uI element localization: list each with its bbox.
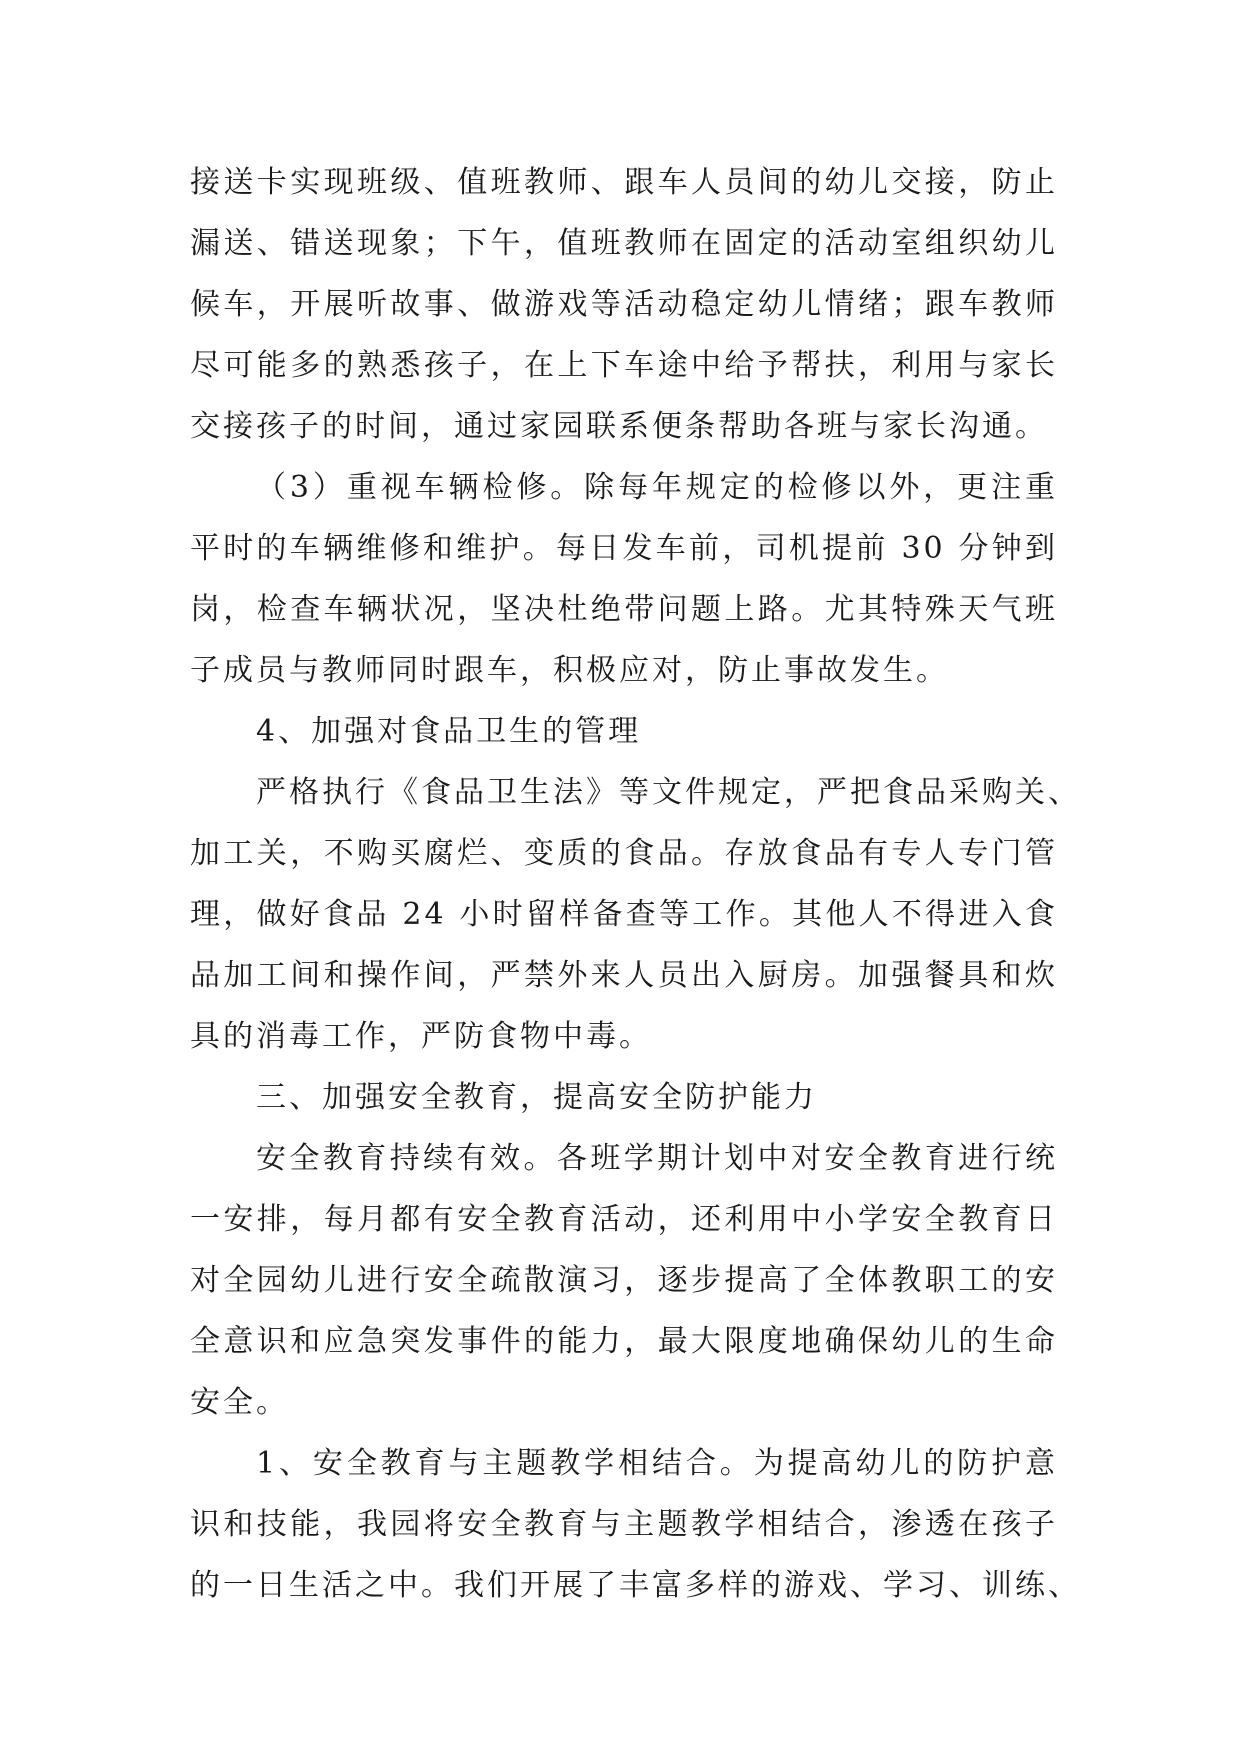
text-line: （3）重视车辆检修。除每年规定的检修以外，更注重 <box>256 470 1058 505</box>
text-line: 子成员与教师同时跟车，积极应对，防止事故发生。 <box>190 653 949 688</box>
text-line: 安全。 <box>190 1385 289 1420</box>
paragraph-theme-teaching <box>190 1433 1081 1616</box>
text-line: 尽可能多的熟悉孩子，在上下车途中给予帮扶，利用与家长 <box>190 348 1058 383</box>
text-line: 岗，检查车辆状况，坚决杜绝带问题上路。尤其特殊天气班 <box>190 592 1058 627</box>
text-line: 的一日生活之中。我们开展了丰富多样的游戏、学习、训练、 <box>190 1568 1081 1603</box>
text-line: 加工关，不购买腐烂、变质的食品。存放食品有专人专门管 <box>190 836 1058 871</box>
text-line: 三、加强安全教育，提高安全防护能力 <box>256 1080 817 1115</box>
text-line: 品加工间和操作间，严禁外来人员出入厨房。加强餐具和炊 <box>190 958 1058 993</box>
paragraph-escort-handover <box>190 152 1058 457</box>
document-body <box>190 152 1081 1616</box>
text-line: 安全教育持续有效。各班学期计划中对安全教育进行统 <box>256 1141 1058 1176</box>
text-line: 候车，开展听故事、做游戏等活动稳定幼儿情绪；跟车教师 <box>190 287 1058 322</box>
text-line: 接送卡实现班级、值班教师、跟车人员间的幼儿交接，防止 <box>190 165 1058 200</box>
paragraph-vehicle-maintenance <box>190 457 1058 701</box>
text-line: 具的消毒工作，严防食物中毒。 <box>190 1019 652 1054</box>
text-line: 4、加强对食品卫生的管理 <box>256 714 642 749</box>
heading-food-hygiene <box>190 701 1058 762</box>
text-line: 1、安全教育与主题教学相结合。为提高幼儿的防护意 <box>256 1446 1058 1481</box>
paragraph-food-hygiene <box>190 762 1081 1067</box>
text-line: 严格执行《食品卫生法》等文件规定，严把食品采购关、 <box>256 775 1081 810</box>
text-line: 一安排，每月都有安全教育活动，还利用中小学安全教育日 <box>190 1202 1058 1237</box>
text-line: 漏送、错送现象；下午，值班教师在固定的活动室组织幼儿 <box>190 226 1058 261</box>
text-line: 平时的车辆维修和维护。每日发车前，司机提前 30 分钟到 <box>190 531 1058 566</box>
text-line: 理，做好食品 24 小时留样备查等工作。其他人不得进入食 <box>190 897 1058 932</box>
text-line: 识和技能，我园将安全教育与主题教学相结合，渗透在孩子 <box>190 1507 1058 1542</box>
paragraph-safety-education <box>190 1128 1058 1433</box>
text-line: 全意识和应急突发事件的能力，最大限度地确保幼儿的生命 <box>190 1324 1058 1359</box>
heading-safety-education <box>190 1067 1058 1128</box>
text-line: 交接孩子的时间，通过家园联系便条帮助各班与家长沟通。 <box>190 409 1048 444</box>
text-line: 对全园幼儿进行安全疏散演习，逐步提高了全体教职工的安 <box>190 1263 1058 1298</box>
